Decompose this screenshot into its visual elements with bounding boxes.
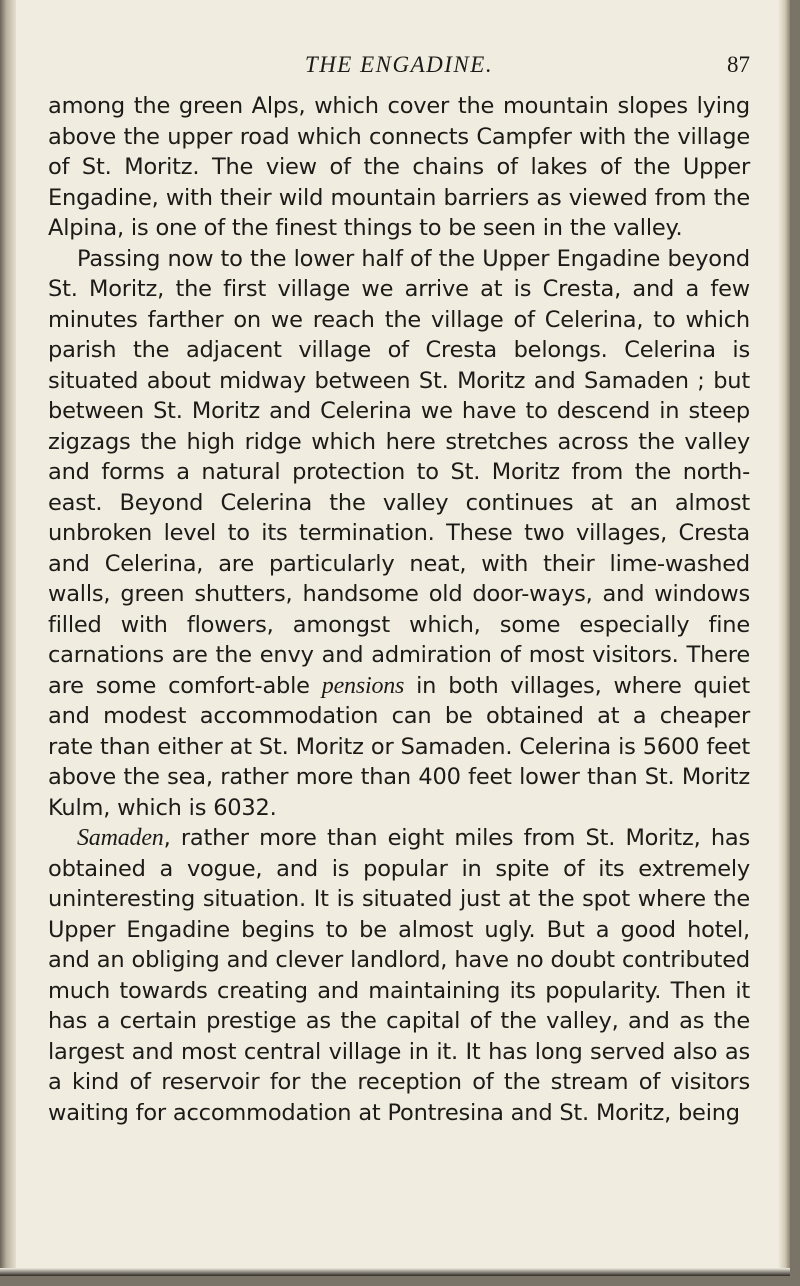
italic-term-samaden: Samaden: [77, 825, 164, 851]
running-title: THE ENGADINE.: [304, 52, 494, 77]
paragraph-2: [48, 244, 750, 824]
page-number: 87: [727, 52, 750, 77]
paragraph-text: in both villages, where quiet and modest accommodation can be obtained at a cheaper rate than either at St. Moritz or Samaden. Celerina is 5600 feet above the sea, rather more than 400 feet lower than St. Moritz Kulm, which is 6032.: [48, 672, 750, 821]
body-text: [48, 91, 750, 1128]
paragraph-text: among the green Alps, which cover the mountain slopes lying above the upper road which connects Campfer with the village of St. Moritz. The view of the chains of lakes of the Upper Engadine, with their wild mountain barriers as viewed from the Alpina, is one of the finest things to be seen in the valley.: [48, 93, 750, 241]
page-bottom-edge: [0, 1268, 790, 1276]
page-edge-shadow: [778, 0, 790, 1276]
paragraph-1: [48, 91, 750, 244]
italic-term-pensions: pensions: [321, 672, 405, 699]
paragraph-text: Passing now to the lower half of the Upper Engadine beyond St. Moritz, the first village we arrive at is Cresta, and a few minutes farther on we reach the village of Celerina, to which parish the adjacent village of Cresta belongs. Celerina is situated about midway between St. Moritz and Samaden ; but between St. Moritz and Celerina we have to descend in steep zigzags the high ridge which here stretches across the valley and forms a natural protection to St. Moritz from the north-east. Beyond Celerina the valley continues at an almost unbroken level to its termination. These two villages, Cresta and Celerina, are particularly neat, with their lime-washed walls, green shutters, handsome old door-ways, and windows filled with flowers, amongst which, some especially fine carnations are the envy and admiration of most visitors. There are some comfort-able: [48, 245, 750, 699]
paragraph-3: [48, 823, 750, 1128]
page-header: [48, 52, 750, 82]
page-spine-shadow: [0, 0, 16, 1276]
paragraph-text: , rather more than eight miles from St. Moritz, has obtained a vogue, and is popular in spite of its extremely uninteresting situation. It is situated just at the spot where the Upper Engadine begins to be almost ugly. But a good hotel, and an obliging and clever landlord, have no doubt contributed much towards creating and maintaining its popularity. Then it has a certain prestige as the capital of the valley, and as the largest and most central village in it. It has long served also as a kind of reservoir for the reception of the stream of visitors waiting for accommodation at Pontresina and St. Moritz, being: [48, 825, 750, 1126]
